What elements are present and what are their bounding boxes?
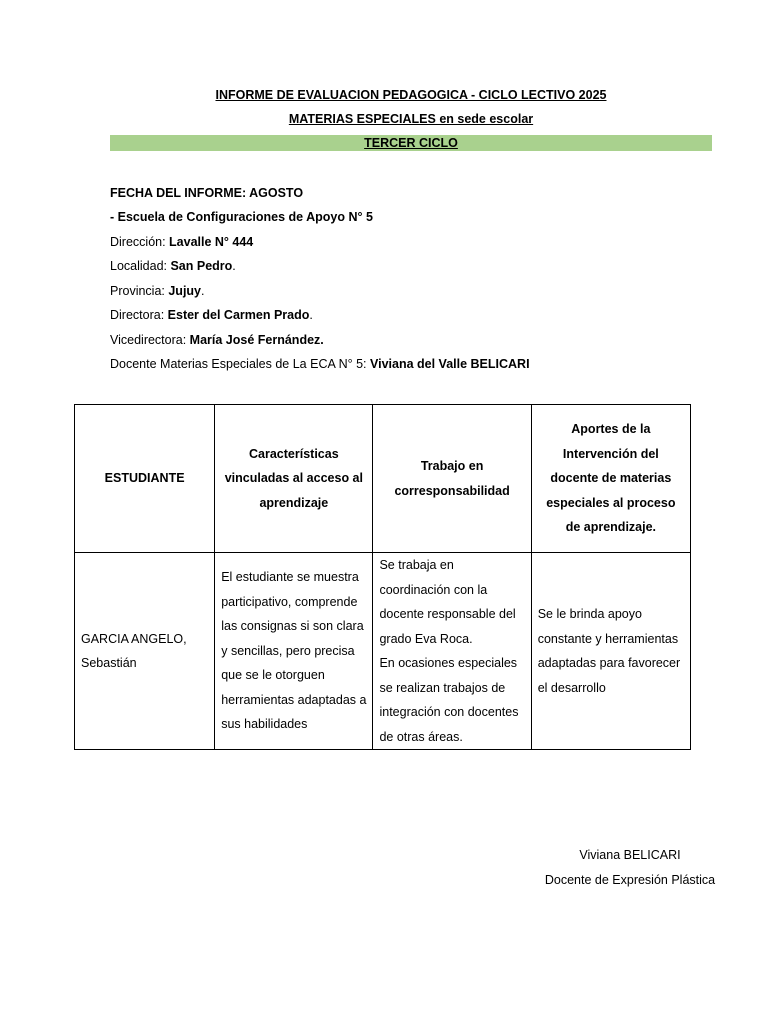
teacher-line: Docente Materias Especiales de La ECA N° 5: Viviana del Valle BELICARI — [110, 357, 530, 371]
director-line: Directora: Ester del Carmen Prado. — [110, 308, 313, 322]
evaluation-table — [74, 404, 691, 750]
table-header-row — [75, 405, 691, 553]
cycle-band — [110, 135, 712, 151]
table-row — [75, 553, 691, 750]
signature-name: Viviana BELICARI — [579, 848, 681, 862]
cell-characteristics: El estudiante se muestra participativo, comprende las consignas si son clara y sencillas, pero precisa que se le otorguen herramientas adaptadas a sus habilidades — [215, 553, 373, 750]
locality-value: San Pedro — [170, 259, 233, 273]
cell-student: GARCIA ANGELO, Sebastián — [75, 553, 215, 750]
school-name: - Escuela de Configuraciones de Apoyo N° 5 — [110, 210, 373, 224]
report-date: FECHA DEL INFORME: AGOSTO — [110, 186, 304, 200]
coresponsibility-text-2: En ocasiones especiales se realizan trabajos de integración con docentes de otras áreas. — [379, 656, 519, 744]
address-value: Lavalle N° 444 — [169, 235, 254, 249]
director-value: Ester del Carmen Prado — [167, 308, 310, 322]
report-subtitle: MATERIAS ESPECIALES en sede escolar — [288, 112, 534, 126]
cell-contributions: Se le brinda apoyo constante y herramientas adaptadas para favorecer el desarrollo — [531, 553, 690, 750]
coresponsibility-text-1: Se trabaja en coordinación con la docente responsable del grado Eva Roca. — [379, 558, 516, 646]
report-title: INFORME DE EVALUACION PEDAGOGICA - CICLO LECTIVO 2025 — [215, 88, 607, 102]
cell-coresponsibility — [373, 553, 531, 750]
address-line: Dirección: Lavalle N° 444 — [110, 235, 254, 249]
header-contributions: Aportes de la Intervención del docente de materias especiales al proceso de aprendizaje. — [531, 405, 690, 553]
teacher-value: Viviana del Valle BELICARI — [370, 357, 530, 371]
vicedirector-line: Vicedirectora: María José Fernández. — [110, 333, 324, 347]
province-line: Provincia: Jujuy. — [110, 284, 205, 298]
signature-role: Docente de Expresión Plástica — [544, 873, 716, 887]
province-value: Jujuy — [168, 284, 202, 298]
header-characteristics: Características vinculadas al acceso al aprendizaje — [215, 405, 373, 553]
header-student: ESTUDIANTE — [75, 405, 215, 553]
cycle-label: TERCER CICLO — [364, 136, 458, 150]
header-coresponsibility: Trabajo en corresponsabilidad — [373, 405, 531, 553]
locality-line: Localidad: San Pedro. — [110, 259, 236, 273]
vicedirector-value: María José Fernández. — [189, 333, 324, 347]
